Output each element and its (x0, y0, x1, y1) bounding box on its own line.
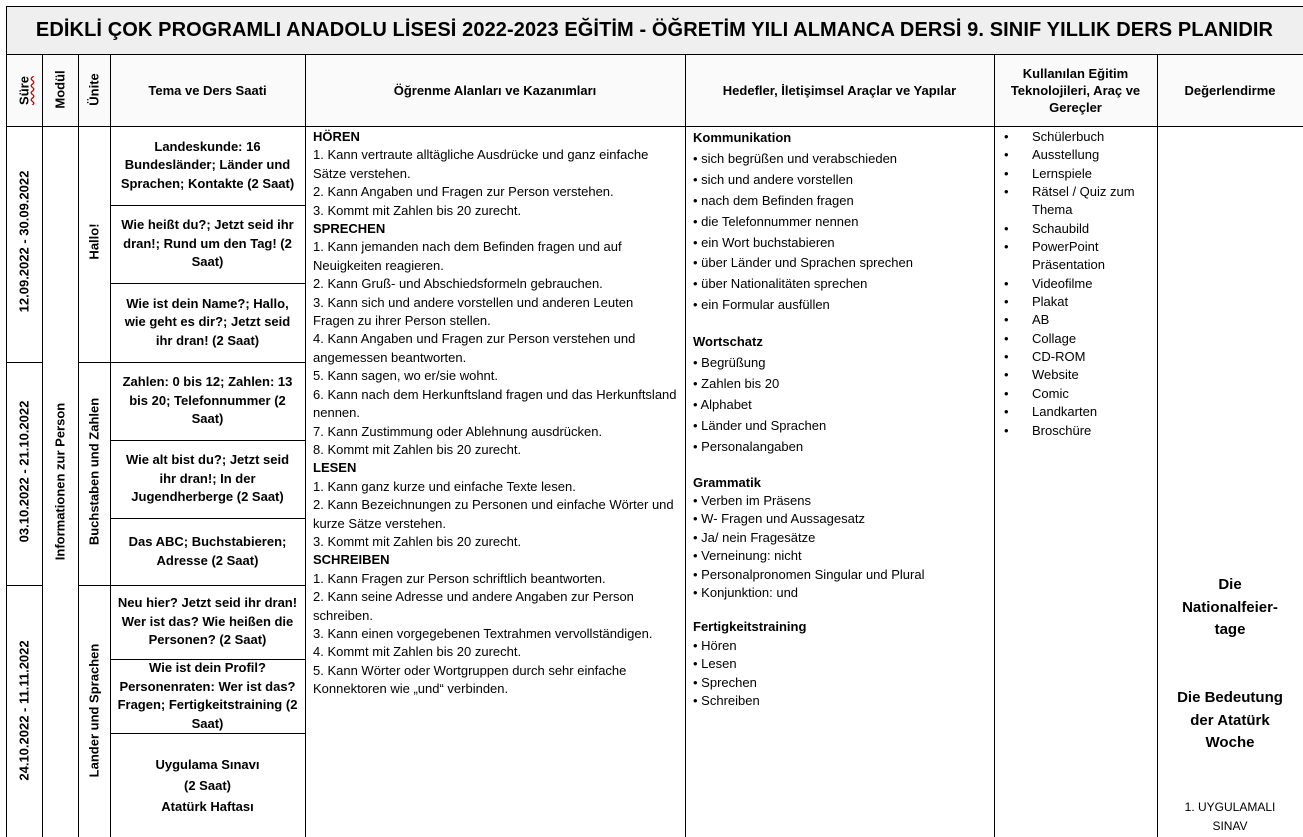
unit-cell (78, 126, 110, 362)
grid-line (110, 659, 305, 660)
grid-line (6, 126, 1303, 127)
goals-column (685, 126, 994, 837)
grid-line (6, 585, 42, 586)
tool-item: • Landkarten (994, 403, 1157, 421)
goal-item: • Sprechen (693, 674, 986, 692)
outcome-item: 3. Kann sich und andere vorstellen und anderen Leuten Fragen zu ihrer Person stellen. (313, 294, 634, 329)
goals-section (693, 474, 986, 603)
goal-item: • Verneinung: nicht (693, 547, 986, 565)
tool-item: • Plakat (994, 293, 1157, 311)
grid-line (78, 54, 79, 837)
goal-item: • Alphabet (693, 395, 986, 416)
evaluation-national-holidays: Die Nationalfeier-tage (1182, 576, 1278, 638)
learning-section (313, 220, 677, 459)
goals-section (693, 332, 986, 457)
tool-item: • Website (994, 366, 1157, 384)
goal-item: • sich und andere vorstellen (693, 170, 986, 191)
outcome-item: 1. Kann Fragen zur Person schriftlich beantworten. (313, 570, 606, 586)
module-cell (42, 126, 78, 837)
topic-cell: Zahlen: 0 bis 12; Zahlen: 13 bis 20; Telefonnummer (2 Saat) (122, 374, 293, 427)
section-heading: Kommunikation (693, 130, 792, 145)
header-sure-label: Süre (16, 76, 32, 105)
goal-item: • Begrüßung (693, 353, 986, 374)
tool-item: • Broschüre (994, 422, 1157, 440)
goal-item: • Personalangaben (693, 437, 986, 458)
grid-line (1157, 54, 1158, 837)
tool-item: • Videofilme (994, 275, 1157, 293)
period-label: 03.10.2022 - 21.10.2022 (16, 400, 32, 543)
tool-item: • Schülerbuch (994, 128, 1157, 146)
goal-item: • ein Wort buchstabieren (693, 233, 986, 254)
unit-label: Buchstaben und Zahlen (86, 397, 102, 546)
outcome-item: 5. Kann sagen, wo er/sie wohnt. (313, 368, 499, 384)
header-sure (6, 54, 42, 126)
outcome-item: 7. Kann Zustimmung oder Ablehnung ausdrücken. (313, 423, 603, 439)
exam-title: Uygulama Sınavı (155, 756, 260, 772)
outcome-item: 3. Kann einen vorgegebenen Textrahmen vervollständigen. (313, 625, 653, 641)
outcome-item: 3. Kommt mit Zahlen bis 20 zurecht. (313, 202, 522, 218)
grid-line (994, 54, 995, 837)
module-label: Informationen zur Person (52, 402, 68, 561)
section-heading: LESEN (313, 460, 357, 476)
evaluation-exam: 1. UYGULAMALI SINAV (1184, 800, 1276, 833)
header-ogrenme: Öğrenme Alanları ve Kazanımları (305, 54, 685, 126)
outcome-item: 8. Kommt mit Zahlen bis 20 zurecht. (313, 441, 522, 457)
goals-section (693, 618, 986, 710)
grid-line (78, 585, 305, 586)
header-kullanilan: Kullanılan Eğitim Teknolojileri, Araç ve Gereçler (994, 54, 1157, 126)
tools-list (994, 126, 1157, 440)
outcome-item: 4. Kommt mit Zahlen bis 20 zurecht. (313, 644, 522, 660)
tool-item: • Comic (994, 385, 1157, 403)
goal-item: • Länder und Sprachen (693, 416, 986, 437)
grid-line (42, 54, 43, 837)
exam-hours: (2 Saat) (184, 777, 231, 793)
evaluation-ataturk-week: Die Bedeutung der Atatürk Woche (1177, 689, 1283, 751)
grid-line (6, 6, 1303, 7)
grid-line (110, 205, 305, 206)
section-heading: Grammatik (693, 474, 761, 490)
goal-item: • nach dem Befinden fragen (693, 191, 986, 212)
unit-label: Hallo! (86, 223, 102, 260)
topic-cell: Wie ist dein Name?; Hallo, wie geht es dir?; Jetzt seid ihr dran! (2 Saat) (124, 295, 291, 348)
grid-line (110, 440, 305, 441)
goal-item: • Zahlen bis 20 (693, 374, 986, 395)
goal-item: • Hören (693, 637, 986, 655)
evaluation-column (1157, 126, 1303, 837)
outcome-item: 4. Kann Angaben und Fragen zur Person verstehen und angemessen beantworten. (313, 331, 636, 365)
outcome-item: 1. Kann vertraute alltägliche Ausdrücke und ganz einfache Sätze verstehen. (313, 147, 649, 181)
outcome-item: 1. Kann jemanden nach dem Befinden fragen und auf Neuigkeiten reagieren. (313, 239, 622, 273)
grid-line (110, 283, 305, 284)
exam-topic-cell (110, 733, 305, 837)
tool-item: • Schaubild (994, 220, 1157, 238)
outcome-item: 6. Kann nach dem Herkunftsland fragen und das Herkunftsland nennen. (313, 386, 677, 421)
grid-line (6, 362, 42, 363)
unit-label: Lander und Sprachen (86, 643, 102, 778)
tool-item: • AB (994, 311, 1157, 329)
outcome-item: 1. Kann ganz kurze und einfache Texte lesen. (313, 478, 576, 494)
header-tema: Tema ve Ders Saati (110, 54, 305, 126)
goal-item: • Personalpronomen Singular und Plural (693, 566, 986, 584)
outcome-item: 5. Kann Wörter oder Wortgruppen durch sehr einfache Konnektoren wie „und“ verbinden. (313, 662, 627, 697)
topic-cell: Wie heißt du?; Jetzt seid ihr dran!; Rund um den Tag! (2 Saat) (121, 217, 294, 270)
header-modul-label: Modül (52, 70, 68, 109)
period-cell (6, 585, 42, 837)
section-heading: Fertigkeitstraining (693, 619, 807, 635)
topic-cell: Landeskunde: 16 Bundesländer; Länder und Sprachen; Kontakte (2 Saat) (120, 138, 295, 191)
goal-item: • Konjunktion: und (693, 584, 986, 602)
learning-section (313, 459, 677, 551)
tool-item: • Collage (994, 330, 1157, 348)
goal-item: • Ja/ nein Fragesätze (693, 529, 986, 547)
topic-cell: Wie ist dein Profil? Personenraten: Wer ist das? Fragen; Fertigkeitstraining (2 Saat) (117, 660, 298, 731)
header-hedefler: Hedefler, İletişimsel Araçlar ve Yapılar (685, 54, 994, 126)
goal-item: • die Telefonnummer nennen (693, 212, 986, 233)
outcome-item: 2. Kann Bezeichnungen zu Personen und einfache Wörter und kurze Sätze verstehen. (313, 497, 674, 531)
grid-line (110, 54, 111, 837)
topic-cell: Wie alt bist du?; Jetzt seid ihr dran!; In der Jugendherberge (2 Saat) (125, 452, 290, 505)
tool-item: • PowerPoint Präsentation (994, 238, 1157, 275)
period-cell (6, 126, 42, 362)
tool-item: • Rätsel / Quiz zum Thema (994, 183, 1157, 220)
learning-outcomes (305, 126, 685, 837)
goals-section (693, 128, 986, 316)
header-modul (42, 54, 78, 126)
header-unite-label: Ünite (86, 73, 102, 106)
section-heading: Wortschatz (693, 334, 763, 350)
goal-item: • Verben im Präsens (693, 492, 986, 510)
header-degerlendirme: Değerlendirme (1157, 54, 1303, 126)
outcome-item: 2. Kann Angaben und Fragen zur Person verstehen. (313, 184, 614, 200)
grid-line (6, 54, 1303, 55)
goal-item: • W- Fragen und Aussagesatz (693, 510, 986, 528)
section-heading: SCHREIBEN (313, 552, 390, 568)
outcome-item: 2. Kann Gruß- und Abschiedsformeln gebrauchen. (313, 276, 603, 292)
outcome-item: 2. Kann seine Adresse und andere Angaben zur Person schreiben. (313, 589, 634, 623)
grid-line (685, 54, 686, 837)
topic-cell: Neu hier? Jetzt seid ihr dran! Wer ist das? Wie heißen die Personen? (2 Saat) (117, 595, 298, 648)
exam-week: Atatürk Haftası (161, 798, 254, 814)
period-label: 12.09.2022 - 30.09.2022 (16, 170, 32, 313)
period-label: 24.10.2022 - 11.11.2022 (16, 640, 32, 781)
tool-item: • Lernspiele (994, 165, 1157, 183)
tool-item: • Ausstellung (994, 146, 1157, 164)
tool-item: • CD-ROM (994, 348, 1157, 366)
goal-item: • Schreiben (693, 692, 986, 710)
header-unite (78, 54, 110, 126)
topic-cell: Das ABC; Buchstabieren; Adresse (2 Saat) (128, 534, 287, 568)
goal-item: • Lesen (693, 655, 986, 673)
outcome-item: 3. Kommt mit Zahlen bis 20 zurecht. (313, 533, 522, 549)
grid-line (78, 362, 305, 363)
tools-column (994, 126, 1157, 837)
grid-line (305, 54, 306, 837)
grid-line (110, 733, 305, 734)
goal-item: • sich begrüßen und verabschieden (693, 149, 986, 170)
grid-line (110, 518, 305, 519)
learning-section (313, 128, 677, 220)
grid-line (6, 6, 7, 837)
period-cell (6, 362, 42, 585)
learning-section (313, 551, 677, 698)
section-heading: HÖREN (313, 129, 360, 144)
unit-cell (78, 362, 110, 585)
page-title: EDİKLİ ÇOK PROGRAMLI ANADOLU LİSESİ 2022-2023 EĞİTİM - ÖĞRETİM YILI ALMANCA DERSİ 9. SINIF YILLIK DERS PLANIDIR (6, 6, 1303, 54)
section-heading: SPRECHEN (313, 221, 386, 237)
unit-cell (78, 585, 110, 837)
goal-item: • über Nationalitäten sprechen (693, 274, 986, 295)
goal-item: • über Länder und Sprachen sprechen (693, 253, 986, 274)
goal-item: • ein Formular ausfüllen (693, 295, 986, 316)
